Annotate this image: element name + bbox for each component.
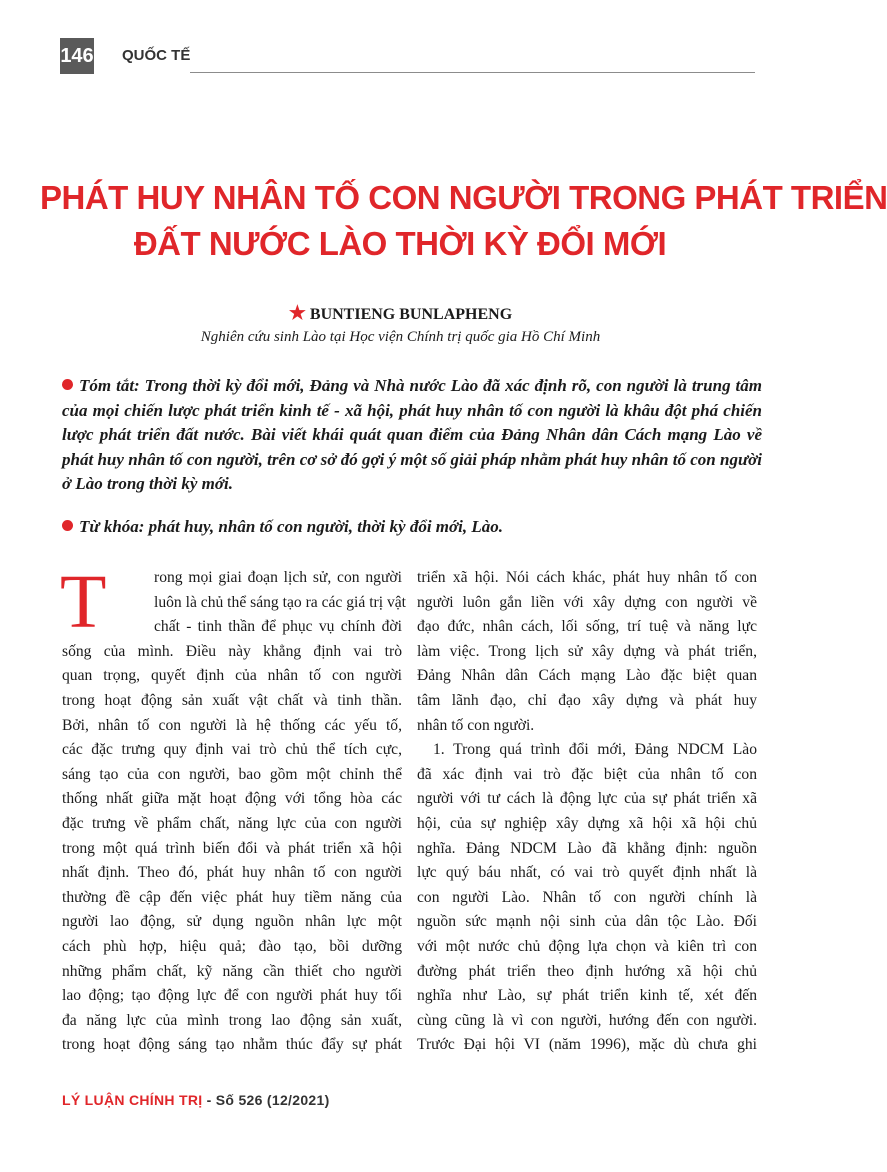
journal-name: LÝ LUẬN CHÍNH TRỊ bbox=[62, 1092, 203, 1108]
body-column-left bbox=[60, 560, 406, 1058]
body-text-line: nghĩa như Lào, sự phát triển kinh tế, xét đến bbox=[417, 987, 757, 1005]
page-header bbox=[60, 38, 755, 78]
body-text-line: con người Lào. Nhân tố con người chính là bbox=[417, 888, 757, 906]
bullet-dot-icon bbox=[62, 520, 73, 531]
abstract bbox=[62, 374, 762, 497]
body-text-line: trong hoạt động sáng tạo nhằm thúc đẩy sự phát bbox=[62, 1036, 402, 1054]
body-text-line: lao động; tạo động lực để con người phát huy tối bbox=[62, 987, 402, 1005]
body-text-line: Bởi, nhân tố con người là hệ thống các yếu tố, bbox=[62, 716, 402, 734]
body-text-line: cùng cũng là vì con người, hướng đến con người. bbox=[417, 1011, 757, 1029]
author-line bbox=[0, 302, 801, 325]
author-name: BUNTIENG BUNLAPHENG bbox=[309, 306, 513, 323]
body-text-line: đạo đức, nhân cách, lối sống, trí tuệ và năng lực bbox=[417, 618, 757, 636]
body-text-line: đa năng lực của mình trong lao động sản xuất, bbox=[62, 1011, 402, 1029]
body-text-line: luôn là chủ thể sáng tạo ra các giá trị vật bbox=[154, 593, 406, 611]
body-text-line: cách phù hợp, hiệu quả; đào tạo, bồi dưỡng bbox=[62, 937, 402, 955]
body-text-line: Trước Đại hội VI (năm 1996), mặc dù chưa ghi bbox=[417, 1036, 757, 1054]
body-text-line: hội, của sự nghiệp xây dựng xã hội xã hội chủ bbox=[417, 814, 757, 832]
body-text-line: thống nhất giữa mặt hoạt động với tổng hòa các bbox=[62, 790, 402, 808]
body-text-line: trong một quá trình biến đổi và phát triển xã hội bbox=[62, 839, 402, 857]
star-icon: ★ bbox=[288, 303, 306, 324]
body-text-line: thường đề cập đến việc phát huy tiềm năng của bbox=[62, 888, 402, 906]
body-column-right bbox=[417, 566, 757, 1058]
body-text-line: tâm lãnh đạo, chỉ đạo xây dựng và phát huy bbox=[417, 691, 757, 709]
title-line-1: PHÁT HUY NHÂN TỐ CON NGƯỜI TRONG PHÁT TRIỂN bbox=[40, 179, 887, 216]
body-text-line: chất - tinh thần để phục vụ chính đời bbox=[154, 618, 402, 636]
body-text-line: nguồn sức mạnh nội sinh của dân tộc Lào. Đối bbox=[417, 913, 757, 931]
abstract-text: Tóm tắt: Trong thời kỳ đổi mới, Đảng và Nhà nước Lào đã xác định rõ, con người là trung tâm của mọi chiến lược phát triển kinh tế - xã hội, phát huy nhân tố con người là khâu đột phá chiến lược phát triển đất nước. Bài viết khái quát quan điểm của Đảng Nhân dân Cách mạng Lào về phát huy nhân tố con người, trên cơ sở đó gợi ý một số giải pháp nhằm phát huy nhân tố con người ở Lào trong thời kỳ mới. bbox=[62, 376, 762, 493]
title-line-2: ĐẤT NƯỚC LÀO THỜI KỲ ĐỔI MỚI bbox=[133, 225, 667, 262]
body-text-line: những phẩm chất, kỹ năng cần thiết cho người bbox=[62, 962, 402, 980]
section-name: QUỐC TẾ bbox=[122, 47, 191, 64]
body-text-line: Đảng Nhân dân Cách mạng Lào đặc biệt quan bbox=[417, 667, 757, 685]
body-text-line: lực quý báu nhất, có vai trò quyết định nhất là bbox=[417, 864, 757, 882]
article-title bbox=[40, 175, 887, 267]
body-text-line: người với tư cách là động lực của sự phát triển xã bbox=[417, 790, 757, 808]
body-text-line: sáng tạo của con người, bao gồm một chỉnh thể bbox=[62, 765, 402, 783]
drop-cap: T bbox=[60, 560, 107, 644]
body-text-line: đường phát triển theo định hướng xã hội chủ bbox=[417, 962, 757, 980]
keywords-text: Từ khóa: phát huy, nhân tố con người, thời kỳ đổi mới, Lào. bbox=[79, 517, 504, 536]
page-footer bbox=[62, 1092, 330, 1108]
body-text-line: trong hoạt động sản xuất vật chất và tinh thần. bbox=[62, 691, 402, 709]
body-text-line: sống của mình. Điều này khẳng định vai trò bbox=[62, 642, 402, 660]
body-text-line: đã xác định vai trò đặc biệt của nhân tố con bbox=[417, 765, 757, 783]
body-text-line: nghĩa. Đảng NDCM Lào đã khẳng định: nguồn bbox=[417, 839, 757, 857]
body-text-line: người luôn gắn liền với xây dựng con người về bbox=[417, 593, 757, 611]
keywords bbox=[62, 515, 762, 539]
body-text-line: quan trọng, quyết định của nhân tố con người bbox=[62, 667, 402, 685]
author-affiliation: Nghiên cứu sinh Lào tại Học viện Chính trị quốc gia Hồ Chí Minh bbox=[200, 329, 601, 345]
bullet-dot-icon bbox=[62, 379, 73, 390]
issue-number: - Số 526 (12/2021) bbox=[202, 1092, 330, 1108]
body-text-line: đặc trưng về phẩm chất, năng lực của con người bbox=[62, 814, 402, 832]
header-divider bbox=[190, 72, 755, 73]
page-number: 146 bbox=[60, 38, 94, 74]
body-text-line: triển xã hội. Nói cách khác, phát huy nhân tố con bbox=[417, 569, 757, 586]
body-text-line: nhân tố con người. bbox=[417, 716, 535, 734]
body-text-line: rong mọi giai đoạn lịch sử, con người bbox=[154, 569, 402, 586]
body-text-line: với một nước chủ động lựa chọn và kiên trì con bbox=[417, 937, 757, 955]
body-text-line: các đặc trưng quy định vai trò chủ thể tích cực, bbox=[62, 741, 402, 759]
body-text-line: 1. Trong quá trình đổi mới, Đảng NDCM Lào bbox=[433, 741, 757, 759]
body-text-line: người lao động, sử dụng nguồn nhân lực một bbox=[62, 913, 402, 931]
body-text-line: làm việc. Trong lịch sử xây dựng và phát triển, bbox=[417, 642, 757, 660]
body-text-line: nhất định. Theo đó, phát huy nhân tố con người bbox=[62, 864, 402, 882]
